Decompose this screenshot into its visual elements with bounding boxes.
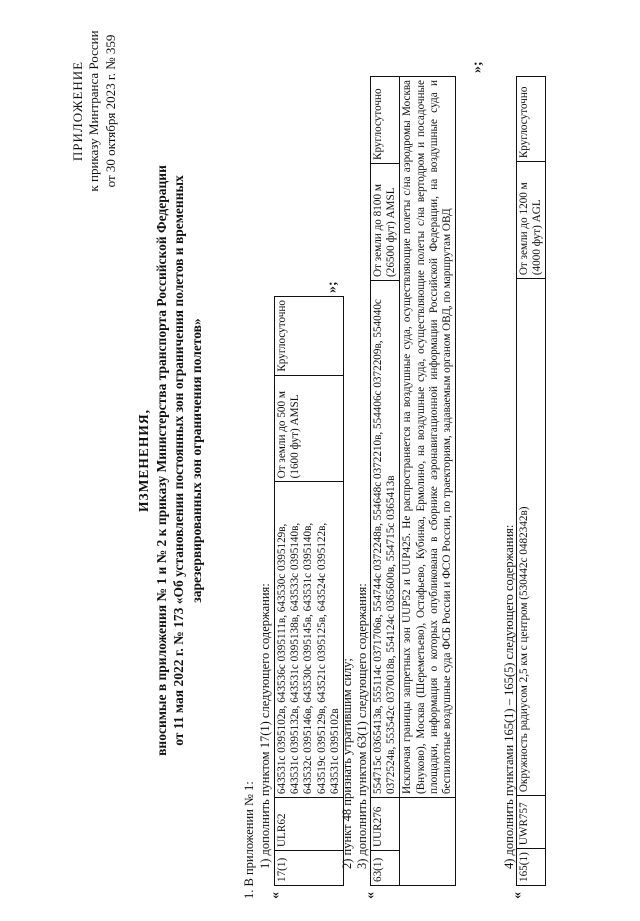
subitem-3: 3) дополнить пунктом 63(1) следующего содержания: xyxy=(355,583,369,869)
table-row xyxy=(517,77,546,886)
zone-coordinates: 554715с 0365413в, 555114с 0371706в, 554744с 0372248в, 554648с 0372210в, 554406с 0372209в, 554040с 0372524в, 553542с 0370018в, 554124с 0365600в, 554715с 0365413в xyxy=(371,281,400,798)
open-quote-1: « xyxy=(268,892,283,899)
row-number: 165(1) xyxy=(517,849,546,886)
table-item-17-1 xyxy=(274,296,344,886)
zone-height: От земли до 1200 м (4000 фут) AGL xyxy=(517,162,546,279)
document-title-line-2: от 11 мая 2022 г. № 173 «Об установлении постоянных зон ограничения полетов и временных xyxy=(171,175,187,746)
table-row xyxy=(275,297,344,886)
zone-time: Круглосуточно xyxy=(275,297,344,376)
table-row xyxy=(400,77,456,886)
row-number: 17(1) xyxy=(275,851,344,886)
table-item-165-1 xyxy=(516,76,546,886)
subitem-2: 2) пункт 48 признать утратившим силу; xyxy=(340,658,354,869)
appendix-header xyxy=(70,21,119,201)
zone-code: UUR276 xyxy=(371,798,400,851)
appendix-date-line: от 30 октября 2023 г. № 359 xyxy=(102,34,118,188)
document-title-line-3: зарезервированных зон ограничения полетов» xyxy=(188,318,204,603)
open-quote-3: « xyxy=(510,892,525,899)
zone-height: От земли до 8100 м (26500 фут) AMSL xyxy=(371,164,400,281)
zone-height: От земли до 500 м (1600 фут) AMSL xyxy=(275,375,344,482)
zone-code: UWR757 xyxy=(517,796,546,849)
document-title-line-1: вносимые в приложения № 1 и № 2 к приказу Министерства транспорта Российской Федерации xyxy=(153,165,169,756)
subitem-1: 1) дополнить пунктом 17(1) следующего содержания: xyxy=(258,583,272,869)
zone-coordinates: 643531с 0395102в, 643536с 0395111в, 643530с 0395129в, 643531с 0395132в, 643531с 0395138в, 643533с 0395140в, 643532с 0395146в, 643530с 0395145в, 643531с 0395140в, 643519с 0395129в, 643521с 0395125в, 643524с 0395122в, 643531с 0395102в xyxy=(275,482,344,798)
subitem-4: 4) дополнить пунктами 165(1) – 165(5) следующего содержания: xyxy=(502,524,516,869)
item-1: 1. В приложении № 1: xyxy=(242,781,256,899)
document-title xyxy=(135,0,205,921)
empty-cell xyxy=(400,798,456,886)
zone-time: Круглосуточно xyxy=(517,77,546,162)
appendix-order-line: к приказу Минтранса России xyxy=(86,30,102,192)
close-quote-1: »; xyxy=(325,281,340,293)
document-heading: ИЗМЕНЕНИЯ, xyxy=(136,409,151,513)
zone-time: Круглосуточно xyxy=(371,77,400,164)
open-quote-2: « xyxy=(363,892,378,899)
zone-code: ULR62 xyxy=(275,798,344,851)
table-item-63-1 xyxy=(370,76,456,886)
close-quote-2: »; xyxy=(470,61,485,73)
zone-coordinates: Окружность радиусом 2,5 км с центром (530442с 0482342в) xyxy=(517,279,546,796)
appendix-title: ПРИЛОЖЕНИЕ xyxy=(70,60,85,162)
zone-note: Исключая границы запретных зон UUP52 и UUP425. Не распространяется на воздушные суда, осуществляющие полеты с/на аэродромы Москва (Внуково), Москва (Шереметьево), Остафьево, Кубинка, Ермолино, на воздушные суда, осуществляющие полеты с/на вертодром и посадочные площадки, информация о которых опубликована в сборнике аэронавигационной информации Российской Федерации, на воздушные суда и беспилотные воздушные суда ФСБ России и ФСО России, по траекториям, задаваемым органом ОВД, по маршрутам ОВД xyxy=(400,77,456,798)
table-row xyxy=(371,77,400,886)
row-number: 63(1) xyxy=(371,851,400,886)
